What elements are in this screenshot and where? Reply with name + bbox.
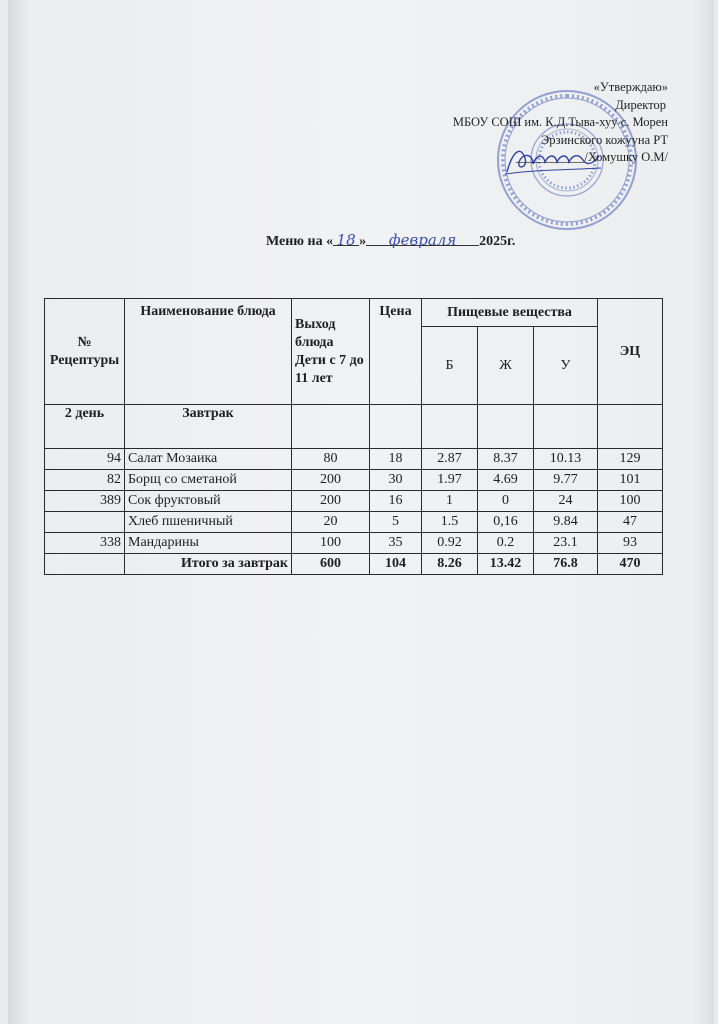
approval-line: Эрзинского кожууна РТ <box>540 132 668 147</box>
header-zh: Ж <box>478 327 534 405</box>
menu-title <box>266 231 515 250</box>
cell-dish: Мандарины <box>125 533 292 554</box>
cell-ec: 93 <box>598 533 663 554</box>
total-b: 8.26 <box>422 554 478 575</box>
cell-output: 200 <box>292 470 370 491</box>
cell-zh: 4.69 <box>478 470 534 491</box>
cell-recipe: 338 <box>45 533 125 554</box>
cell-ec: 100 <box>598 491 663 512</box>
cell-u: 9.84 <box>534 512 598 533</box>
cell-zh: 8.37 <box>478 449 534 470</box>
paper-sheet <box>8 0 714 1024</box>
cell-dish: Салат Мозаика <box>125 449 292 470</box>
total-u: 76.8 <box>534 554 598 575</box>
cell-output: 100 <box>292 533 370 554</box>
menu-title-prefix: Меню на « <box>266 234 334 249</box>
menu-table <box>44 298 663 575</box>
header-output: Выход блюда Дети с 7 до 11 лет <box>292 299 370 405</box>
total-label: Итого за завтрак <box>125 554 292 575</box>
cell-dish: Сок фруктовый <box>125 491 292 512</box>
cell-b: 1.5 <box>422 512 478 533</box>
cell-b: 1 <box>422 491 478 512</box>
approval-line: МБОУ СОШ им. К.Д.Тыва-хуу с. Морен <box>452 115 668 129</box>
menu-title-middle: » <box>359 234 367 249</box>
cell-u: 10.13 <box>534 449 598 470</box>
menu-date-month: февраля <box>366 231 479 246</box>
cell-recipe <box>45 512 125 533</box>
header-nutrients: Пищевые вещества <box>422 299 598 327</box>
total-ec: 470 <box>598 554 663 575</box>
table-row <box>45 512 663 533</box>
header-b: Б <box>422 327 478 405</box>
cell-dish: Хлеб пшеничный <box>125 512 292 533</box>
cell-u: 9.77 <box>534 470 598 491</box>
cell-ec: 129 <box>598 449 663 470</box>
total-output: 600 <box>292 554 370 575</box>
section-day: 2 день <box>45 405 125 449</box>
cell-output: 80 <box>292 449 370 470</box>
cell-zh: 0.2 <box>478 533 534 554</box>
cell-price: 35 <box>370 533 422 554</box>
cell-recipe: 82 <box>45 470 125 491</box>
header-ec: ЭЦ <box>598 299 663 405</box>
total-row <box>45 554 663 575</box>
cell-price: 30 <box>370 470 422 491</box>
cell-output: 20 <box>292 512 370 533</box>
cell-recipe: 389 <box>45 491 125 512</box>
cell-u: 23.1 <box>534 533 598 554</box>
cell-price: 18 <box>370 449 422 470</box>
approval-line: Директор <box>615 97 666 112</box>
header-u: У <box>534 327 598 405</box>
header-recipe: № Рецептуры <box>45 299 125 405</box>
table-row <box>45 533 663 554</box>
table-row <box>45 470 663 491</box>
table-row <box>45 449 663 470</box>
table-row <box>45 491 663 512</box>
cell-price: 16 <box>370 491 422 512</box>
cell-ec: 47 <box>598 512 663 533</box>
cell-price: 5 <box>370 512 422 533</box>
total-zh: 13.42 <box>478 554 534 575</box>
section-meal: Завтрак <box>125 405 292 449</box>
approval-block <box>348 79 668 167</box>
menu-date-day: 18 <box>333 231 359 246</box>
cell-zh: 0 <box>478 491 534 512</box>
cell-b: 1.97 <box>422 470 478 491</box>
total-price: 104 <box>370 554 422 575</box>
cell-recipe: 94 <box>45 449 125 470</box>
approval-line: «Утверждаю» <box>593 80 668 94</box>
header-dish: Наименование блюда <box>125 299 292 405</box>
cell-output: 200 <box>292 491 370 512</box>
cell-dish: Борщ со сметаной <box>125 470 292 491</box>
header-price: Цена <box>370 299 422 405</box>
cell-b: 2.87 <box>422 449 478 470</box>
cell-u: 24 <box>534 491 598 512</box>
menu-title-suffix: 2025г. <box>479 234 516 249</box>
cell-ec: 101 <box>598 470 663 491</box>
cell-b: 0.92 <box>422 533 478 554</box>
cell-zh: 0,16 <box>478 512 534 533</box>
approval-line: ___________/Хомушку О.М/ <box>515 150 668 164</box>
